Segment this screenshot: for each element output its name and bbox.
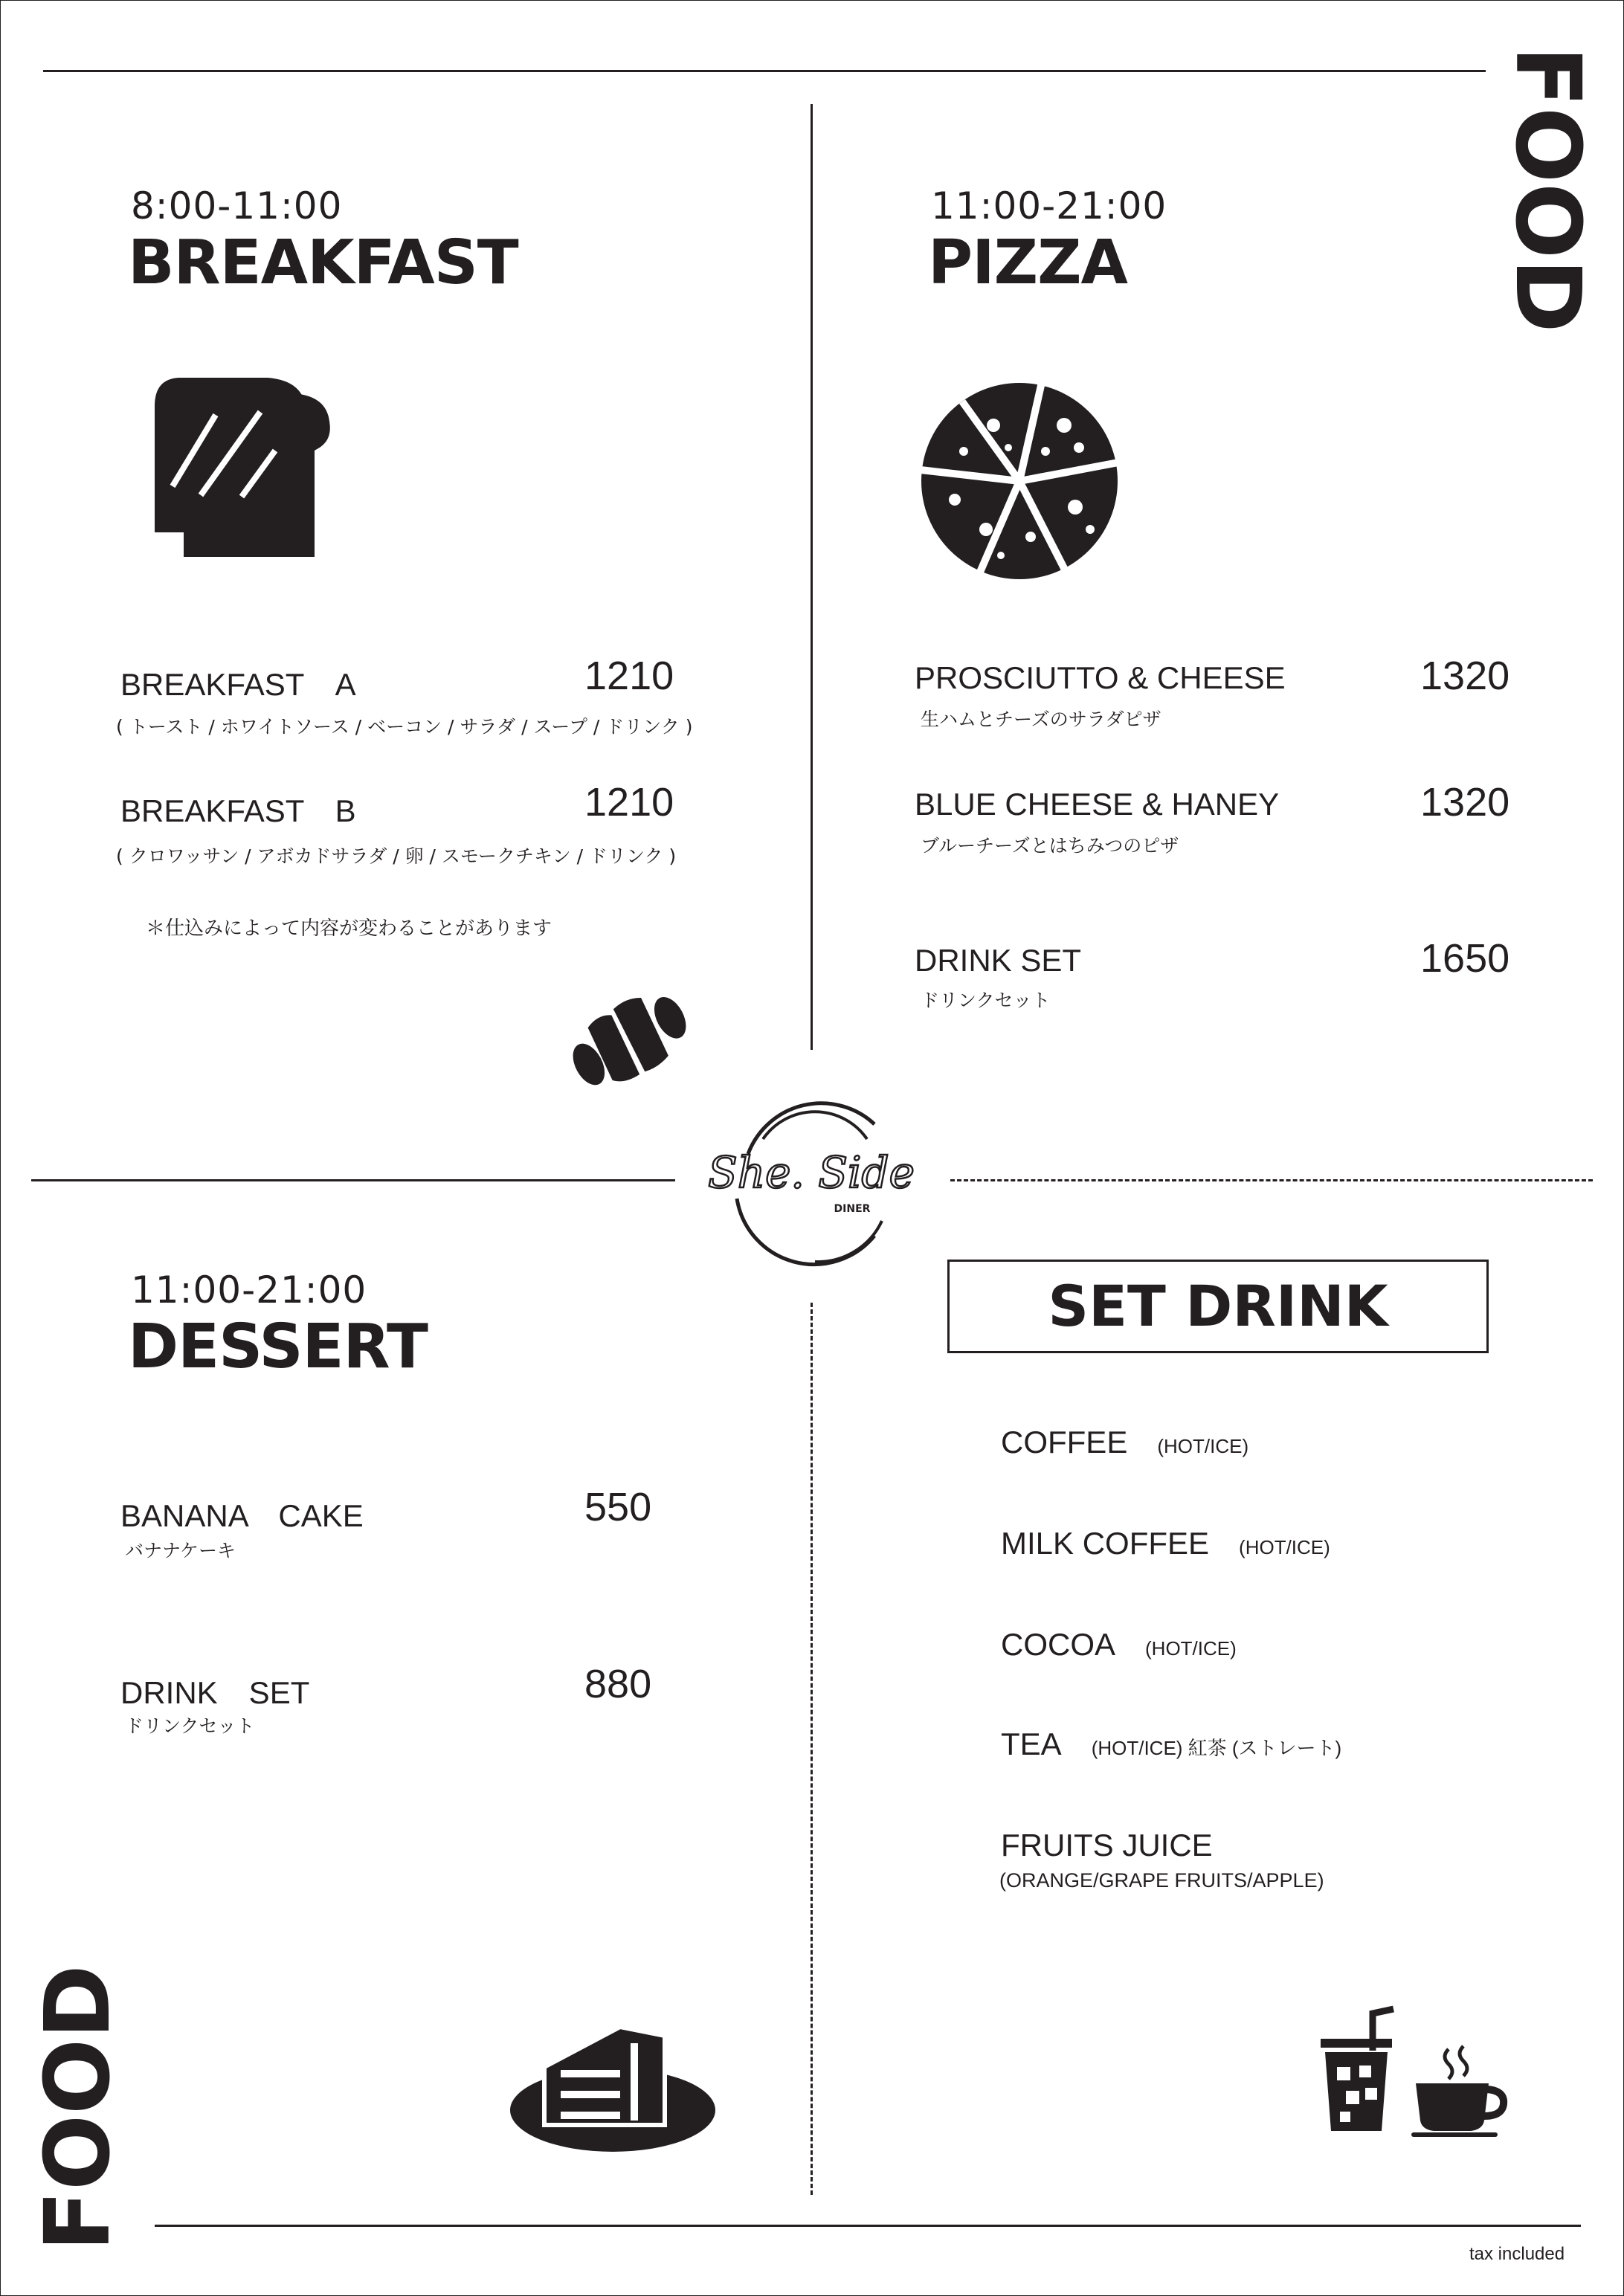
drink-name: COFFEE: [1001, 1425, 1128, 1460]
breakfast-title: BREAKFAST: [128, 228, 518, 298]
set-drink-title: SET DRINK: [1048, 1273, 1388, 1339]
drink-note: (HOT/ICE): [1157, 1435, 1249, 1457]
pizza-item-1-price: 1320: [1420, 654, 1510, 698]
drink-row-cocoa: [1001, 1627, 1237, 1663]
breakfast-item-a-price: 1210: [584, 654, 674, 698]
bottom-rule: [155, 2225, 1581, 2227]
iced-drink-icon: [1319, 2005, 1398, 2138]
juice-detail: (ORANGE/GRAPE FRUITS/APPLE): [999, 1869, 1324, 1892]
pizza-item-2-desc: ブルーチーズとはちみつのピザ: [921, 835, 1179, 857]
pizza-item-2-price: 1320: [1420, 780, 1510, 825]
top-rule: [43, 70, 1486, 72]
toast-icon: [134, 376, 349, 570]
pizza-icon: [919, 381, 1120, 581]
dessert-item-1-price: 550: [584, 1485, 652, 1529]
middle-left-rule: [31, 1179, 675, 1181]
drink-name: FRUITS JUICE: [1001, 1828, 1213, 1863]
diner-logo: [703, 1087, 919, 1273]
drink-name: MILK COFFEE: [1001, 1526, 1210, 1561]
dessert-item-2-name: DRINK SET: [120, 1675, 310, 1710]
drink-row-milk-coffee: [1001, 1526, 1330, 1561]
drink-note: (HOT/ICE) 紅茶 (ストレート): [1091, 1737, 1342, 1759]
breakfast-item-a-name: BREAKFAST A: [120, 667, 356, 702]
dessert-item-1-desc: バナナケーキ: [125, 1540, 236, 1561]
dessert-hours: 11:00-21:00: [131, 1268, 367, 1312]
breakfast-item-b-desc: ( クロワッサン / アボカドサラダ / 卵 / スモークチキン / ドリンク ): [116, 845, 677, 867]
cake-icon: [509, 2013, 717, 2155]
pizza-item-3-name: DRINK SET: [915, 943, 1082, 978]
drink-row-tea: [1001, 1726, 1341, 1762]
breakfast-item-b-name: BREAKFAST B: [120, 793, 356, 828]
drink-note: (HOT/ICE): [1239, 1536, 1330, 1558]
dessert-item-1-name: BANANA CAKE: [120, 1498, 364, 1533]
pizza-item-1-desc: 生ハムとチーズのサラダピザ: [921, 709, 1161, 730]
side-label-top: FOOD: [1495, 46, 1599, 333]
breakfast-item-b-price: 1210: [584, 780, 674, 825]
logo-sub: DINER: [834, 1203, 871, 1215]
pizza-hours: 11:00-21:00: [931, 184, 1167, 228]
dessert-title: DESSERT: [128, 1312, 428, 1382]
croissant-icon: [565, 981, 684, 1086]
drink-name: COCOA: [1001, 1627, 1116, 1662]
pizza-item-1-name: PROSCIUTTO & CHEESE: [915, 660, 1286, 695]
pizza-item-3-desc: ドリンクセット: [921, 990, 1051, 1011]
dessert-item-2-price: 880: [584, 1662, 652, 1706]
drink-row-coffee: [1001, 1425, 1248, 1460]
drink-row-fruits-juice: [1001, 1828, 1213, 1863]
lower-vertical-dashed-rule: [811, 1303, 813, 2195]
middle-right-dashed-rule: [950, 1179, 1593, 1181]
tax-note: tax included: [1469, 2244, 1565, 2264]
drink-note: (HOT/ICE): [1145, 1637, 1237, 1660]
pizza-item-2-name: BLUE CHEESE & HANEY: [915, 787, 1280, 822]
breakfast-hours: 8:00-11:00: [131, 184, 343, 228]
drink-name: TEA: [1001, 1726, 1062, 1761]
center-vertical-rule: [811, 104, 813, 1050]
set-drink-box: [947, 1260, 1489, 1353]
hot-coffee-icon: [1411, 2043, 1508, 2138]
breakfast-note: ＊仕込みによって内容が変わることがあります: [146, 918, 552, 940]
logo-script: She. Side: [707, 1147, 915, 1198]
dessert-item-2-desc: ドリンクセット: [125, 1715, 255, 1737]
breakfast-item-a-desc: ( トースト / ホワイトソース / ベーコン / サラダ / スープ / ドリンク ): [116, 716, 693, 738]
pizza-title: PIZZA: [928, 228, 1127, 298]
pizza-item-3-price: 1650: [1420, 936, 1510, 981]
side-label-bottom: FOOD: [27, 1964, 130, 2251]
